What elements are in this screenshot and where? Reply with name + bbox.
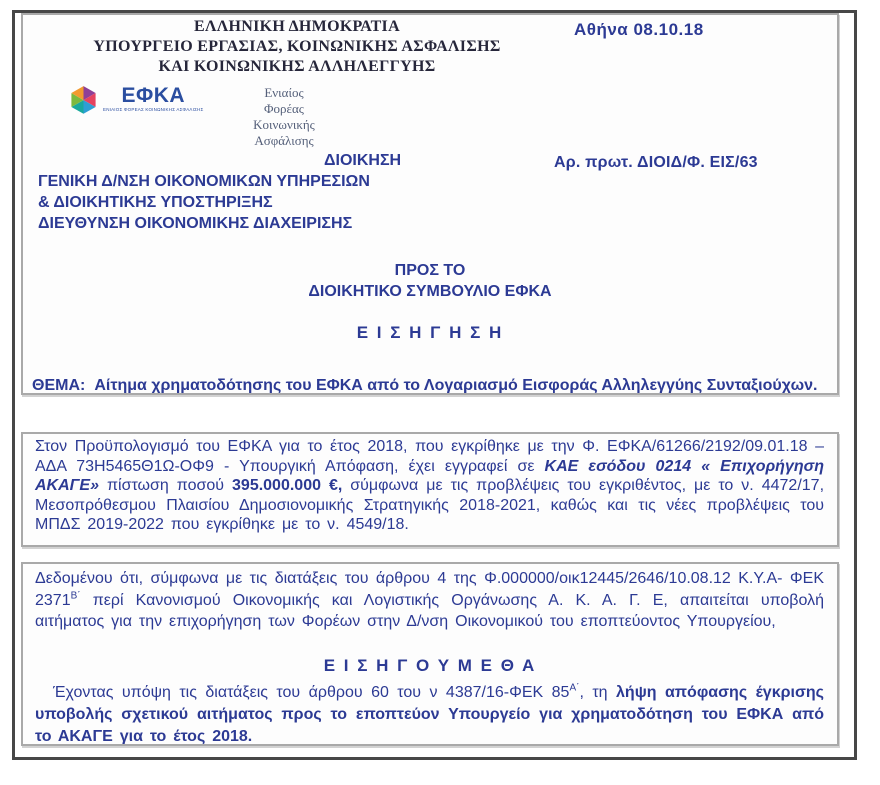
para2-superscript: Β΄	[70, 590, 81, 602]
paragraph-1	[35, 437, 824, 535]
para2-seg1: Δεδομένου ότι, σύμφωνα με τις διατάξεις του άρθρου 4 της Φ.000000/οικ12445/2646/10.08.12 Κ.Υ.Α- ΦΕΚ 2371	[35, 570, 824, 609]
ministry-header	[42, 17, 552, 77]
efka-side-line-3: Κοινωνικής	[253, 117, 315, 132]
division-heading: ΔΙΟΙΚΗΣΗ	[324, 152, 402, 169]
efka-logo-name: ΕΦΚΑ	[121, 84, 186, 107]
division-line-2: & ΔΙΟΙΚΗΤΙΚΗΣ ΥΠΟΣΤΗΡΙΞΗΣ	[38, 194, 273, 211]
para1-seg5: σύμφωνα με τις προβλέψεις του εγκριθέντος, με το ν. 4472/17, Μεσοπρόθεσμου Πλαισίου Δημοσιονομικής Στρατηγικής 2018-2021, καθώς και τις νέες προβλέψεις του ΜΠΔΣ 2019-2022 που εγκρίθηκε με το ν. 4549/18.	[35, 477, 825, 533]
ministry-line-3: ΚΑΙ ΚΟΙΝΩΝΙΚΗΣ ΑΛΛΗΛΕΓΓΥΗΣ	[158, 58, 436, 75]
para1-kae-emphasis: ΚΑΕ εσόδου 0214 « Επιχορήγηση ΑΚΑΓΕ»	[35, 457, 825, 494]
subject-line	[32, 375, 830, 395]
subject-text: Αίτημα χρηματοδότησης του ΕΦΚΑ από το Λογαριασμό Εισφοράς Αλληλεγγύης Συνταξιούχων.	[94, 377, 818, 394]
paragraph-3	[35, 682, 824, 746]
para1-seg3: πίστωση ποσού	[99, 477, 233, 494]
recipient-block	[23, 260, 837, 302]
para3-superscript: Α΄	[569, 682, 580, 694]
header-section	[21, 13, 839, 395]
subject-label: ΘΕΜΑ:	[32, 377, 86, 394]
title-eisigoumetha: Ε Ι Σ Η Γ Ο Υ Μ Ε Θ Α	[323, 656, 537, 675]
para3-decision-emphasis: λήψη απόφασης έγκρισης υποβολής σχετικού αιτήματος προς το εποπτεύον Υπουργείο για χρηματοδότηση του ΕΦΚΑ από το ΑΚΑΓΕ για το έτος 2018.	[35, 684, 825, 745]
recipient-line-2: ΔΙΟΙΚΗΤΙΚΟ ΣΥΜΒΟΥΛΙΟ ΕΦΚΑ	[308, 283, 552, 300]
para1-seg1: Στον Προϋπολογισμό του ΕΦΚΑ για το έτος 2018, που εγκρίθηκε με την Φ. ΕΦΚΑ/61266/2192/09.01.18 – ΑΔΑ 73Η5465Θ1Ω-ΟΦ9 - Υπουργική Απόφαση, έχει εγγραφεί σε	[35, 438, 824, 475]
paragraph-1-box	[21, 432, 839, 547]
document-date: Αθήνα 08.10.18	[574, 20, 704, 39]
efka-side-line-4: Ασφάλισης	[254, 133, 314, 148]
paragraph-2-box	[21, 562, 839, 746]
protocol-number: Αρ. πρωτ. ΔΙΟΙΔ/Φ. ΕΙΣ/63	[554, 154, 758, 171]
efka-logo-text	[103, 85, 204, 112]
division-block	[38, 150, 598, 234]
para3-seg3: , τη	[579, 684, 617, 701]
division-line-3: ΔΙΕΥΘΥΝΣΗ ΟΙΚΟΝΟΜΙΚΗΣ ΔΙΑΧΕΙΡΙΣΗΣ	[38, 215, 353, 232]
para3-seg1: Έχοντας υπόψη τις διατάξεις του άρθρου 60 του ν 4387/16-ΦΕΚ 85	[53, 684, 570, 701]
efka-logo	[68, 83, 204, 116]
recipient-line-1: ΠΡΟΣ ΤΟ	[394, 262, 466, 279]
title-eisigisi: Ε Ι Σ Η Γ Η Σ Η	[356, 323, 504, 342]
ministry-line-1: ΕΛΛΗΝΙΚΗ ΔΗΜΟΚΡΑΤΙΑ	[194, 18, 400, 35]
efka-side-caption	[224, 85, 344, 149]
division-line-1: ΓΕΝΙΚΗ Δ/ΝΣΗ ΟΙΚΟΝΟΜΙΚΩΝ ΥΠΗΡΕΣΙΩΝ	[38, 173, 370, 190]
para2-seg3: περί Κανονισμού Οικονομικής και Λογιστικής Οργάνωσης Α. Κ. Α. Γ. Ε, απαιτείται υποβολή αιτήματος για την επιχορήγηση των Φορέων στην Δ/νση Οικονομικού του εποπτεύοντος Υπουργείου,	[35, 591, 824, 630]
efka-logo-icon	[68, 83, 99, 116]
para1-amount: 395.000.000 €,	[232, 477, 343, 494]
ministry-line-2: ΥΠΟΥΡΓΕΙΟ ΕΡΓΑΣΙΑΣ, ΚΟΙΝΩΝΙΚΗΣ ΑΣΦΑΛΙΣΗΣ	[93, 38, 501, 55]
efka-side-line-1: Ενιαίος	[264, 85, 304, 100]
efka-logo-caption: ΕΝΙΑΙΟΣ ΦΟΡΕΑΣ ΚΟΙΝΩΝΙΚΗΣ ΑΣΦΑΛΙΣΗΣ	[103, 107, 204, 112]
efka-side-line-2: Φορέας	[264, 101, 304, 116]
paragraph-2	[35, 568, 824, 633]
